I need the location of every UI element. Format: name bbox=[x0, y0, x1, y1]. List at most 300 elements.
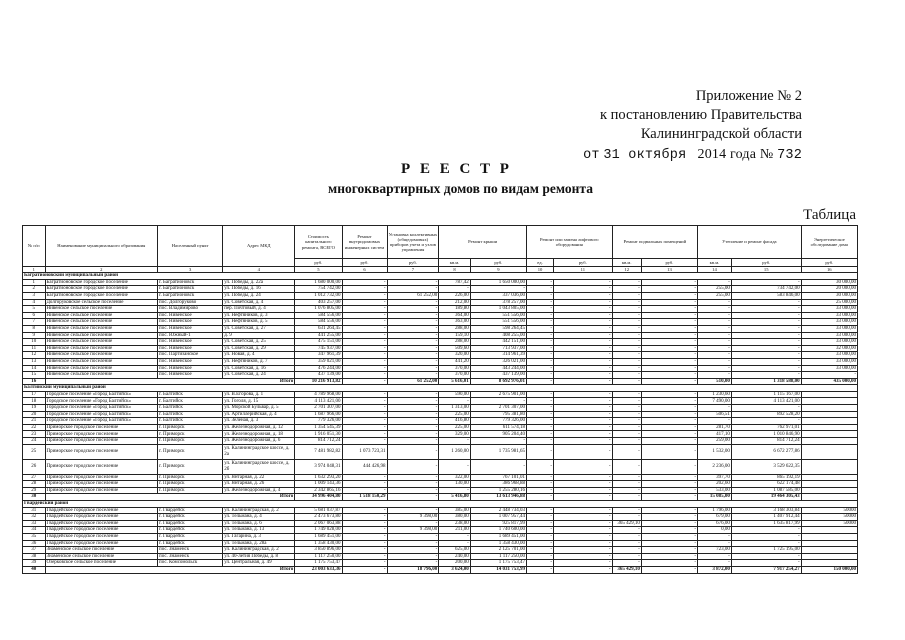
cell: Приморское городское поселение bbox=[45, 474, 158, 481]
cell: 33 000,00 bbox=[801, 312, 857, 319]
cell: - bbox=[342, 533, 387, 540]
cell: Приморское городское поселение bbox=[45, 459, 158, 474]
cell: - bbox=[612, 540, 641, 547]
cell: - bbox=[554, 312, 613, 319]
cell: пос. Нивенское bbox=[158, 325, 223, 332]
cell: ул. Советская, д. 29 bbox=[223, 345, 295, 352]
column-number: 9 bbox=[470, 267, 526, 273]
cell: - bbox=[439, 540, 471, 547]
cell: - bbox=[470, 459, 526, 474]
cell: 35 bbox=[23, 533, 46, 540]
cell: ул. Новая, д. 4 bbox=[223, 352, 295, 359]
cell: г. Приморск bbox=[158, 487, 223, 494]
cell: 288,00 bbox=[439, 339, 471, 346]
cell: 1 117 250,00 bbox=[470, 553, 526, 560]
cell: - bbox=[387, 312, 439, 319]
cell: 476 244,00 bbox=[295, 365, 342, 372]
cell: - bbox=[527, 527, 554, 534]
cell: 31 bbox=[23, 507, 46, 514]
cell: 583 846,00 bbox=[731, 292, 801, 299]
cell: 202,60 bbox=[698, 481, 732, 488]
unit: руб. bbox=[801, 259, 857, 267]
cell: 7 481 982,82 bbox=[295, 444, 342, 459]
cell: пос. Долгоруково bbox=[158, 299, 223, 306]
cell: 326 021,00 bbox=[470, 358, 526, 365]
unit: руб. bbox=[554, 259, 613, 267]
cell: 925 817,99 bbox=[470, 520, 526, 527]
cell: 1 687 966,00 bbox=[295, 411, 342, 418]
cell: 4 bbox=[23, 299, 46, 306]
cell: - bbox=[554, 339, 613, 346]
cell: - bbox=[387, 431, 439, 438]
cell: 10 216 913,82 bbox=[295, 378, 342, 385]
cell: 1 749 028,00 bbox=[295, 527, 342, 534]
cell: 4 789 968,00 bbox=[295, 391, 342, 398]
header-energy: Энергетическое обследование дома bbox=[801, 226, 857, 259]
header-elevator: Ремонт или замена лифтового оборудования bbox=[527, 226, 613, 259]
cell: - bbox=[731, 306, 801, 313]
cell: 320,00 bbox=[439, 352, 471, 359]
cell: 200,00 bbox=[439, 560, 471, 567]
cell: 1 632 293,20 bbox=[295, 474, 342, 481]
cell: - bbox=[387, 553, 439, 560]
cell: 1 635 817,99 bbox=[731, 520, 801, 527]
cell: 892 528,20 bbox=[731, 411, 801, 418]
cell: - bbox=[612, 514, 641, 521]
unit: руб. bbox=[470, 259, 526, 267]
cell: 1 117 250,00 bbox=[295, 553, 342, 560]
cell bbox=[801, 481, 857, 488]
cell: ул. Гагарина, д. 3 bbox=[223, 533, 295, 540]
cell: 1 076 805,00 bbox=[295, 306, 342, 313]
cell: 14 031 753,99 bbox=[470, 566, 526, 573]
cell: 767 101,01 bbox=[470, 474, 526, 481]
cell: - bbox=[554, 279, 613, 286]
cell: - bbox=[527, 487, 554, 494]
cell: - bbox=[342, 372, 387, 379]
cell: - bbox=[470, 286, 526, 293]
column-number: 4 bbox=[223, 267, 295, 273]
cell: - bbox=[731, 279, 801, 286]
cell: 1 012 732,00 bbox=[295, 292, 342, 299]
cell: - bbox=[387, 560, 439, 567]
cell: 39 bbox=[23, 560, 46, 567]
cell: - bbox=[641, 438, 697, 445]
table-row bbox=[23, 299, 858, 306]
cell: - bbox=[641, 332, 697, 339]
cell: - bbox=[527, 540, 554, 547]
cell: - bbox=[554, 292, 613, 299]
table-row bbox=[23, 312, 858, 319]
cell: д. 9 bbox=[223, 332, 295, 339]
table-row bbox=[23, 372, 858, 379]
cell: - bbox=[387, 279, 439, 286]
cell: 378 257,00 bbox=[470, 299, 526, 306]
cell: - bbox=[554, 444, 613, 459]
cell: 2 701 307,00 bbox=[470, 405, 526, 412]
cell: ул. Железнодорожная, д. 12 bbox=[223, 424, 295, 431]
cell: Нивенское сельское поселение bbox=[45, 372, 158, 379]
table-row bbox=[23, 405, 858, 412]
cell: 865 192,19 bbox=[731, 474, 801, 481]
cell: 1 796,00 bbox=[698, 507, 732, 514]
cell: - bbox=[387, 306, 439, 313]
cell: 30 000,00 bbox=[801, 279, 857, 286]
cell: - bbox=[641, 507, 697, 514]
cell: ул. Калининградское шоссе, д. 2б bbox=[223, 459, 295, 474]
cell: ул. Морской Бульвар, д. 5 bbox=[223, 405, 295, 412]
cell: - bbox=[527, 494, 554, 501]
column-number: 8 bbox=[439, 267, 471, 273]
cell: 365 429,10 bbox=[612, 520, 641, 527]
cell: 1 313,00 bbox=[439, 405, 471, 412]
cell: 7 490,00 bbox=[698, 398, 732, 405]
section-row bbox=[23, 385, 858, 392]
cell: г. Гвардейск bbox=[158, 514, 223, 521]
cell: 33 000,00 bbox=[801, 352, 857, 359]
cell: г. Гвардейск bbox=[158, 527, 223, 534]
cell: - bbox=[698, 560, 732, 567]
cell: г. Балтийск bbox=[158, 405, 223, 412]
cell: - bbox=[387, 372, 439, 379]
cell: 2 bbox=[23, 286, 46, 293]
table-row bbox=[23, 286, 858, 293]
cell: - bbox=[612, 560, 641, 567]
cell: - bbox=[641, 398, 697, 405]
cell: - bbox=[554, 405, 613, 412]
cell: - bbox=[641, 514, 697, 521]
cell: 441 255,00 bbox=[295, 332, 342, 339]
cell bbox=[801, 553, 857, 560]
cell: г. Гвардейск bbox=[158, 540, 223, 547]
cell: 762 971,01 bbox=[731, 424, 801, 431]
cell bbox=[801, 547, 857, 554]
cell: - bbox=[554, 520, 613, 527]
cell: г. Приморск bbox=[158, 459, 223, 474]
cell: Багратионовское городское поселение bbox=[45, 292, 158, 299]
cell: пос. Нивенское bbox=[158, 312, 223, 319]
cell: Городское поселение «Город Балтийск» bbox=[45, 398, 158, 405]
table-row bbox=[23, 540, 858, 547]
cell: 1 175 753,47 bbox=[295, 560, 342, 567]
table-row bbox=[23, 533, 858, 540]
header-facade: Утепление и ремонт фасада bbox=[698, 226, 802, 259]
cell: 255,00 bbox=[698, 292, 732, 299]
cell: Багратионовское городское поселение bbox=[45, 279, 158, 286]
column-number: 2 bbox=[45, 267, 158, 273]
cell: Итого bbox=[45, 566, 295, 573]
cell: - bbox=[641, 481, 697, 488]
cell: - bbox=[641, 533, 697, 540]
cell: - bbox=[698, 279, 732, 286]
cell: - bbox=[527, 566, 554, 573]
cell: г. Гвардейск bbox=[158, 520, 223, 527]
cell: 61 252,00 bbox=[387, 378, 439, 385]
cell: 1 650 000,00 bbox=[470, 279, 526, 286]
cell: ул. Гоголя, д. 15 bbox=[223, 398, 295, 405]
cell: - bbox=[612, 292, 641, 299]
cell: 3 974 048,31 bbox=[295, 459, 342, 474]
cell: 212,00 bbox=[439, 299, 471, 306]
cell: - bbox=[387, 533, 439, 540]
cell: 0,00 bbox=[698, 527, 732, 534]
cell: 2 067 063,88 bbox=[295, 520, 342, 527]
cell: - bbox=[387, 352, 439, 359]
cell: ул. Зеленая, д. 3 bbox=[223, 418, 295, 425]
cell: ул. В.Егорова, д. 1 bbox=[223, 391, 295, 398]
cell: - bbox=[554, 306, 613, 313]
cell: - bbox=[641, 424, 697, 431]
cell: - bbox=[698, 325, 732, 332]
cell: 13 bbox=[23, 358, 46, 365]
cell: - bbox=[554, 358, 613, 365]
cell: - bbox=[554, 474, 613, 481]
cell: - bbox=[641, 286, 697, 293]
date-prefix: от bbox=[583, 148, 600, 163]
cell: Гвардейское городское поселение bbox=[45, 514, 158, 521]
cell: 33 bbox=[23, 520, 46, 527]
cell: - bbox=[612, 533, 641, 540]
cell: Гвардейское городское поселение bbox=[45, 527, 158, 534]
cell: 475 151,00 bbox=[295, 339, 342, 346]
cell: - bbox=[641, 553, 697, 560]
cell: - bbox=[554, 459, 613, 474]
cell: - bbox=[612, 487, 641, 494]
column-number: 11 bbox=[554, 267, 613, 273]
cell: 34 bbox=[23, 527, 46, 534]
cell: Знаменское сельское поселение bbox=[45, 547, 158, 554]
cell: - bbox=[731, 352, 801, 359]
cell: - bbox=[612, 444, 641, 459]
cell: 8 bbox=[23, 325, 46, 332]
cell: 2 236,00 bbox=[698, 459, 732, 474]
unit: кв.м. bbox=[439, 259, 471, 267]
cell: Итого bbox=[45, 494, 295, 501]
section-row bbox=[23, 501, 858, 508]
cell: 1 725 195,00 bbox=[731, 547, 801, 554]
cell: - bbox=[612, 438, 641, 445]
cell: - bbox=[527, 279, 554, 286]
cell: - bbox=[342, 474, 387, 481]
cell: - bbox=[612, 352, 641, 359]
cell: 5 616,01 bbox=[439, 378, 471, 385]
table-row bbox=[23, 481, 858, 488]
cell: - bbox=[641, 547, 697, 554]
cell: ул. Железнодорожная, д. 4 bbox=[223, 487, 295, 494]
cell: 189,80 bbox=[439, 306, 471, 313]
cell: - bbox=[698, 319, 732, 326]
cell: 598 264,45 bbox=[470, 325, 526, 332]
cell: - bbox=[641, 494, 697, 501]
cell: - bbox=[387, 481, 439, 488]
cell: - bbox=[527, 507, 554, 514]
cell: 1 175 753,47 bbox=[470, 560, 526, 567]
cell: - bbox=[342, 540, 387, 547]
cell: - bbox=[342, 481, 387, 488]
cell: пос. Нивенское bbox=[158, 358, 223, 365]
cell: - bbox=[612, 299, 641, 306]
cell: - bbox=[470, 438, 526, 445]
cell: 1 518 150,29 bbox=[342, 494, 387, 501]
cell: 50000 bbox=[801, 514, 857, 521]
cell: - bbox=[387, 398, 439, 405]
section-name: Гвардейский район bbox=[23, 501, 858, 508]
table-row bbox=[23, 391, 858, 398]
cell: пос. Южный-1 bbox=[158, 332, 223, 339]
cell: Нивенское сельское поселение bbox=[45, 358, 158, 365]
cell: - bbox=[439, 459, 471, 474]
cell: г. Балтийск bbox=[158, 398, 223, 405]
cell: - bbox=[387, 494, 439, 501]
cell: - bbox=[554, 514, 613, 521]
unit: кв.м. bbox=[698, 259, 732, 267]
cell: 34 996 404,80 bbox=[295, 494, 342, 501]
table-row bbox=[23, 345, 858, 352]
cell: - bbox=[342, 418, 387, 425]
table-row bbox=[23, 325, 858, 332]
cell: 787,42 bbox=[439, 279, 471, 286]
total-row bbox=[23, 378, 858, 385]
cell: - bbox=[342, 391, 387, 398]
cell: 347 961,39 bbox=[295, 352, 342, 359]
unit: руб. bbox=[387, 259, 439, 267]
cell: Нивенское сельское поселение bbox=[45, 365, 158, 372]
header-meters: Установка коллективных (общедомовых) приборов учета и узлов управления bbox=[387, 226, 439, 259]
cell: - bbox=[342, 553, 387, 560]
table-row bbox=[23, 547, 858, 554]
cell: 9 bbox=[23, 332, 46, 339]
cell: 584 556,00 bbox=[295, 312, 342, 319]
cell: - bbox=[342, 560, 387, 567]
cell: - bbox=[641, 520, 697, 527]
cell: - bbox=[612, 391, 641, 398]
cell: - bbox=[527, 365, 554, 372]
cell: пос. Нивенское bbox=[158, 345, 223, 352]
cell: 1 407 912,44 bbox=[731, 514, 801, 521]
cell: 5 416,80 bbox=[439, 494, 471, 501]
cell: 2 125 701,00 bbox=[470, 547, 526, 554]
total-row bbox=[23, 494, 858, 501]
cell: - bbox=[527, 481, 554, 488]
cell: - bbox=[387, 299, 439, 306]
cell: ул. Нефтяников, д. 7 bbox=[223, 358, 295, 365]
table-row bbox=[23, 332, 858, 339]
cell: - bbox=[554, 398, 613, 405]
table-row bbox=[23, 474, 858, 481]
cell: - bbox=[554, 286, 613, 293]
header-basement: Ремонт подвальных помещений bbox=[612, 226, 698, 259]
cell: - bbox=[554, 527, 613, 534]
unit: руб. bbox=[295, 259, 342, 267]
cell: 1 532,00 bbox=[698, 444, 732, 459]
cell: 359 021,00 bbox=[295, 358, 342, 365]
cell: 1 087 585,00 bbox=[731, 487, 801, 494]
cell: 15 bbox=[23, 372, 46, 379]
cell: - bbox=[439, 487, 471, 494]
cell: - bbox=[527, 431, 554, 438]
table-row bbox=[23, 560, 858, 567]
cell: - bbox=[342, 411, 387, 418]
cell: - bbox=[641, 431, 697, 438]
cell: 259,00 bbox=[698, 438, 732, 445]
cell: - bbox=[554, 507, 613, 514]
cell: - bbox=[342, 566, 387, 573]
cell: 50000 bbox=[801, 520, 857, 527]
cell: - bbox=[641, 358, 697, 365]
cell: 26 bbox=[23, 459, 46, 474]
cell: Гвардейское городское поселение bbox=[45, 507, 158, 514]
cell: - bbox=[612, 405, 641, 412]
cell: ул. Советская, д. 16 bbox=[223, 365, 295, 372]
cell: г. Приморск bbox=[158, 438, 223, 445]
cell: 27 bbox=[23, 474, 46, 481]
cell: - bbox=[612, 474, 641, 481]
cell: - bbox=[439, 286, 471, 293]
cell: ул. Янтарная, д. 26 bbox=[223, 481, 295, 488]
cell: - bbox=[439, 398, 471, 405]
cell: 1 358 430,00 bbox=[295, 540, 342, 547]
cell: 622 174,48 bbox=[731, 481, 801, 488]
cell: 779 326,00 bbox=[470, 418, 526, 425]
cell bbox=[801, 560, 857, 567]
cell: 2 448 734,03 bbox=[470, 507, 526, 514]
cell: 365 429,10 bbox=[612, 566, 641, 573]
cell: 130,00 bbox=[439, 481, 471, 488]
cell: 32 000,00 bbox=[801, 345, 857, 352]
cell: ул. Нефтяников, д. 5 bbox=[223, 319, 295, 326]
cell: 159,10 bbox=[439, 332, 471, 339]
cell: - bbox=[612, 286, 641, 293]
cell: 370,00 bbox=[439, 372, 471, 379]
cell: г. Балтийск bbox=[158, 418, 223, 425]
cell: ул. Калининградское шоссе, д. 2а bbox=[223, 444, 295, 459]
cell: Итого bbox=[45, 378, 295, 385]
cell: - bbox=[731, 533, 801, 540]
cell: - bbox=[698, 312, 732, 319]
cell: Приморское городское поселение bbox=[45, 431, 158, 438]
cell: - bbox=[387, 520, 439, 527]
cell: 509,60 bbox=[439, 345, 471, 352]
cell bbox=[801, 527, 857, 534]
cell: Городское поселение «Город Балтийск» bbox=[45, 411, 158, 418]
cell: 337 036,00 bbox=[470, 292, 526, 299]
cell: - bbox=[641, 391, 697, 398]
cell: - bbox=[527, 424, 554, 431]
cell: - bbox=[387, 358, 439, 365]
cell: - bbox=[527, 553, 554, 560]
cell: - bbox=[554, 411, 613, 418]
cell: 9 398,00 bbox=[387, 527, 439, 534]
cell: Гвардейское городское поселение bbox=[45, 540, 158, 547]
cell: - bbox=[641, 411, 697, 418]
cell: г. Приморск bbox=[158, 474, 223, 481]
document-subtitle: многоквартирных домов по видам ремонта bbox=[328, 181, 593, 196]
cell: 1 680 000,00 bbox=[295, 279, 342, 286]
column-number: 1 bbox=[23, 267, 46, 273]
cell: - bbox=[612, 481, 641, 488]
table-row bbox=[23, 411, 858, 418]
cell: 3 624,00 bbox=[439, 566, 471, 573]
cell: - bbox=[387, 424, 439, 431]
cell: 18 796,00 bbox=[387, 566, 439, 573]
cell: - bbox=[554, 378, 613, 385]
cell bbox=[801, 533, 857, 540]
cell: 3 529 622,35 bbox=[731, 459, 801, 474]
cell: - bbox=[641, 339, 697, 346]
table-label: Таблица bbox=[803, 207, 856, 223]
cell: 1 740 600,00 bbox=[470, 527, 526, 534]
cell: 1 009 143,36 bbox=[295, 481, 342, 488]
